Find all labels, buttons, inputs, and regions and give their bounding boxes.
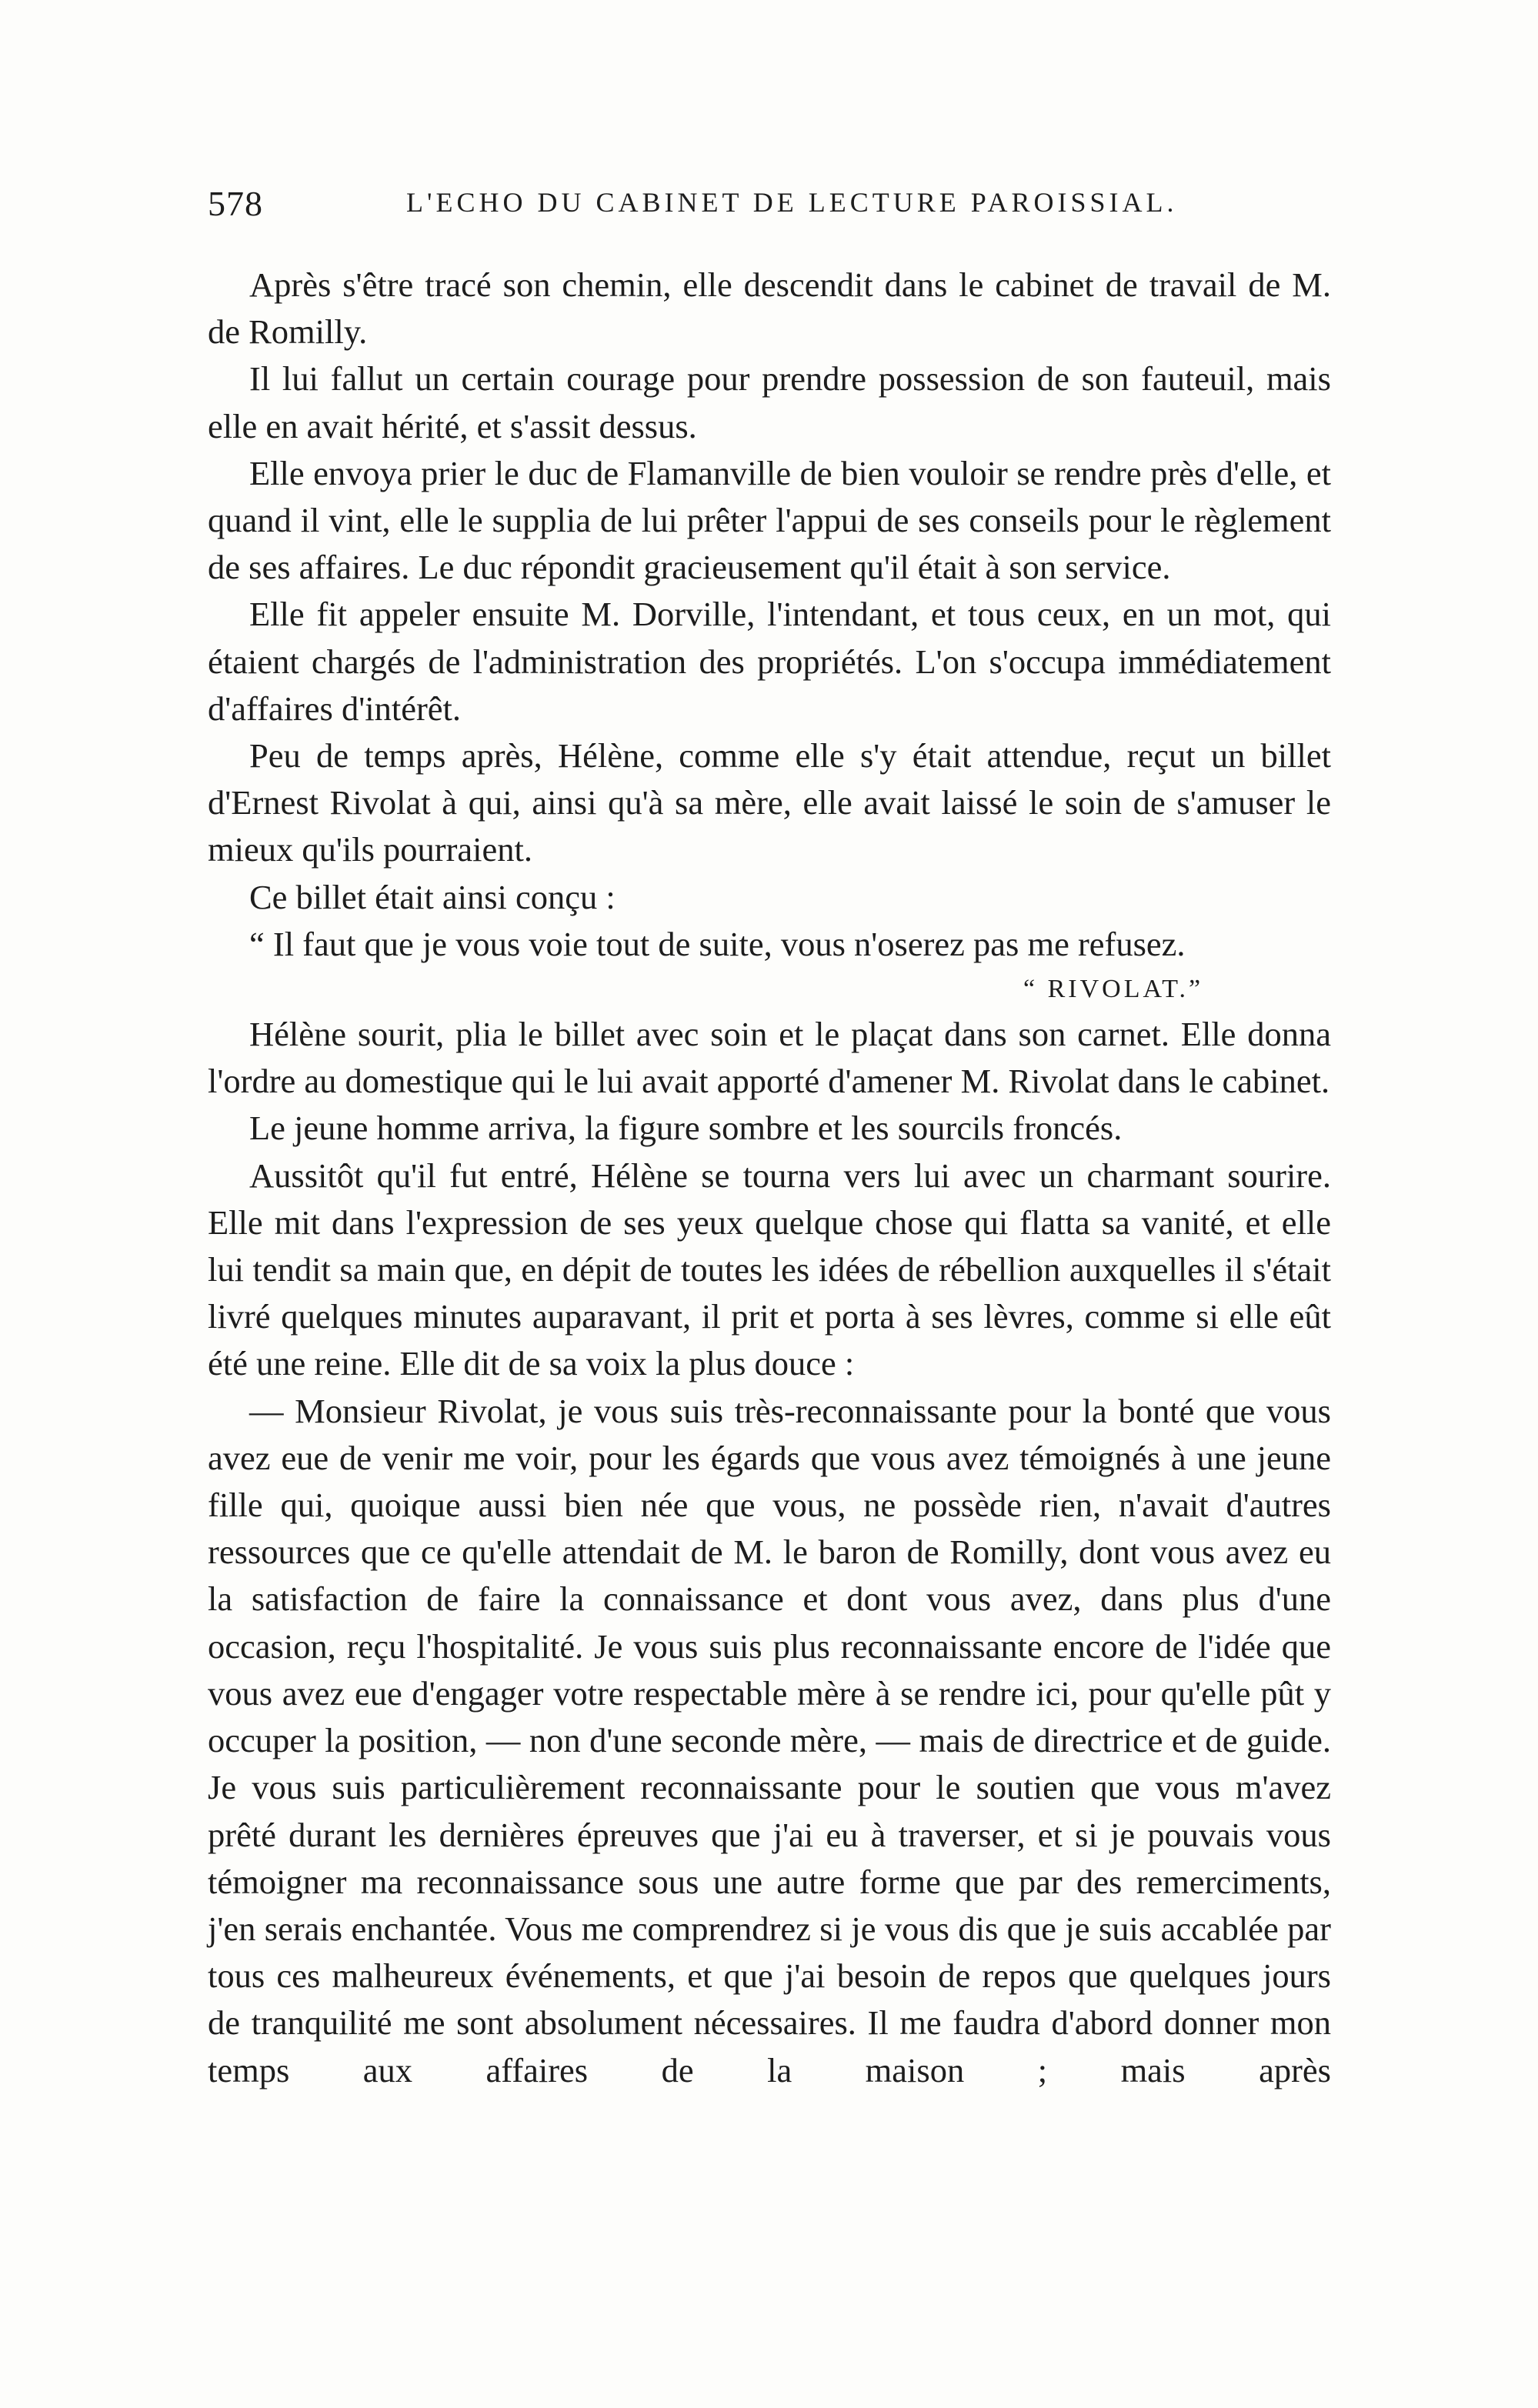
paragraph: Aussitôt qu'il fut entré, Hélène se tourna vers lui avec un charmant sourire. Elle mit dans l'expression de ses yeux quelque chose qui flatta sa vanité, et elle lui tendit sa main que, en dépit de toutes les idées de rébellion auxquelles il s'était livré quelques minutes auparavant, il prit et porta à ses lèvres, comme si elle eût été une reine. Elle dit de sa voix la plus douce :	[208, 1156, 1331, 1383]
paragraph: Ce billet était ainsi conçu :	[249, 877, 616, 916]
page-header	[208, 183, 1346, 229]
paragraph: Après s'être tracé son chemin, elle descendit dans le cabinet de travail de M. de Romilly.	[208, 265, 1331, 352]
page-number: 578	[208, 184, 263, 223]
quoted-note: “ Il faut que je vous voie tout de suite, vous n'oserez pas me refusez.	[249, 924, 1186, 963]
dialogue-paragraph: — Monsieur Rivolat, je vous suis très-reconnaissante pour la bonté que vous avez eue de venir me voir, pour les égards que vous avez témoignés à une jeune fille qui, quoique aussi bien née que vous, ne possède rien, n'avait d'autres ressources que ce qu'elle attendait de M. le baron de Romilly, dont vous avez eu la satisfaction de faire la connaissance et dont vous avez, dans plus d'une occasion, reçu l'hospitalité. Je vous suis plus reconnaissante encore de l'idée que vous avez eue d'engager votre respectable mère à se rendre ici, pour qu'elle pût y occuper la position, — non d'une seconde mère, — mais de directrice et de guide. Je vous suis particulièrement reconnaissante pour le soutien que vous m'avez prêté durant les dernières épreuves que j'ai eu à traverser, et si je pouvais vous témoigner ma reconnaissance sous une autre forme que par des remerciments, j'en serais enchantée. Vous me comprendrez si je vous dis que je suis accablée par tous ces malheureux événements, et que j'ai besoin de repos que quelques jours de tranquilité me sont absolument nécessaires. Il me faudra d'abord donner mon temps aux affaires de la maison ; mais après	[208, 1391, 1331, 2089]
note-signature: “ RIVOLAT.”	[1023, 975, 1204, 1004]
paragraph: Peu de temps après, Hélène, comme elle s'y était attendue, reçut un billet d'Ernest Rivolat à qui, ainsi qu'à sa mère, elle avait laissé le soin de s'amuser le mieux qu'ils pourraient.	[208, 736, 1331, 869]
running-title: L'ECHO DU CABINET DE LECTURE PAROISSIAL.	[406, 187, 1178, 218]
paragraph: Hélène sourit, plia le billet avec soin et le plaçat dans son carnet. Elle donna l'ordre au domestique qui le lui avait apporté d'amener M. Rivolat dans le cabinet.	[208, 1015, 1331, 1101]
paragraph: Le jeune homme arriva, la figure sombre et les sourcils froncés.	[249, 1109, 1123, 1148]
paragraph: Elle envoya prier le duc de Flamanville de bien vouloir se rendre près d'elle, et quand il vint, elle le supplia de lui prêter l'appui de ses conseils pour le règlement de ses affaires. Le duc répondit gracieusement qu'il était à son service.	[208, 453, 1331, 587]
body-text	[208, 262, 1331, 2094]
paragraph: Elle fit appeler ensuite M. Dorville, l'intendant, et tous ceux, en un mot, qui étaient chargés de l'administration des propriétés. L'on s'occupa immédiatement d'affaires d'intérêt.	[208, 595, 1331, 728]
paragraph: Il lui fallut un certain courage pour prendre possession de son fauteuil, mais elle en avait hérité, et s'assit dessus.	[208, 359, 1331, 445]
